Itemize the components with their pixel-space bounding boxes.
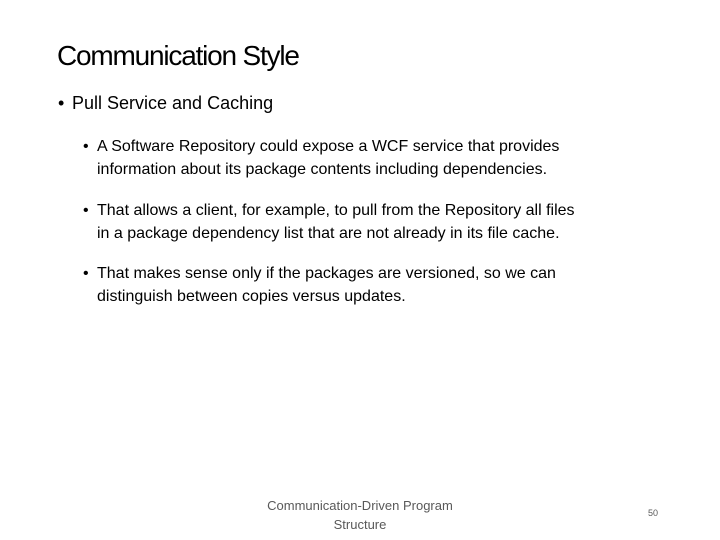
sub-bullet-line: information about its package contents including dependencies. [97,161,548,178]
sub-bullet-line: That allows a client, for example, to pull from the Repository all files [97,202,575,219]
slide-title: Communication Style [57,40,299,71]
main-bullet [58,91,273,115]
bullet-mark: • [83,265,89,282]
sub-bullet [83,262,556,308]
sub-bullet [83,135,559,181]
sub-bullet-line: distinguish between copies versus updates. [97,288,406,305]
page-number: 50 [648,508,659,518]
bullet-mark: • [83,138,89,155]
sub-bullet [83,199,575,245]
sub-bullet-line: in a package dependency list that are not already in its file cache. [97,225,560,242]
bullet-mark: • [58,93,65,113]
main-bullet-text: Pull Service and Caching [72,93,274,113]
slide-footer [238,496,482,534]
footer-line: Communication-Driven Program [267,498,453,513]
sub-bullet-line: That makes sense only if the packages are versioned, so we can [97,265,556,282]
bullet-mark: • [83,202,89,219]
sub-bullet-line: A Software Repository could expose a WCF service that provides [97,138,560,155]
footer-line: Structure [333,517,387,532]
